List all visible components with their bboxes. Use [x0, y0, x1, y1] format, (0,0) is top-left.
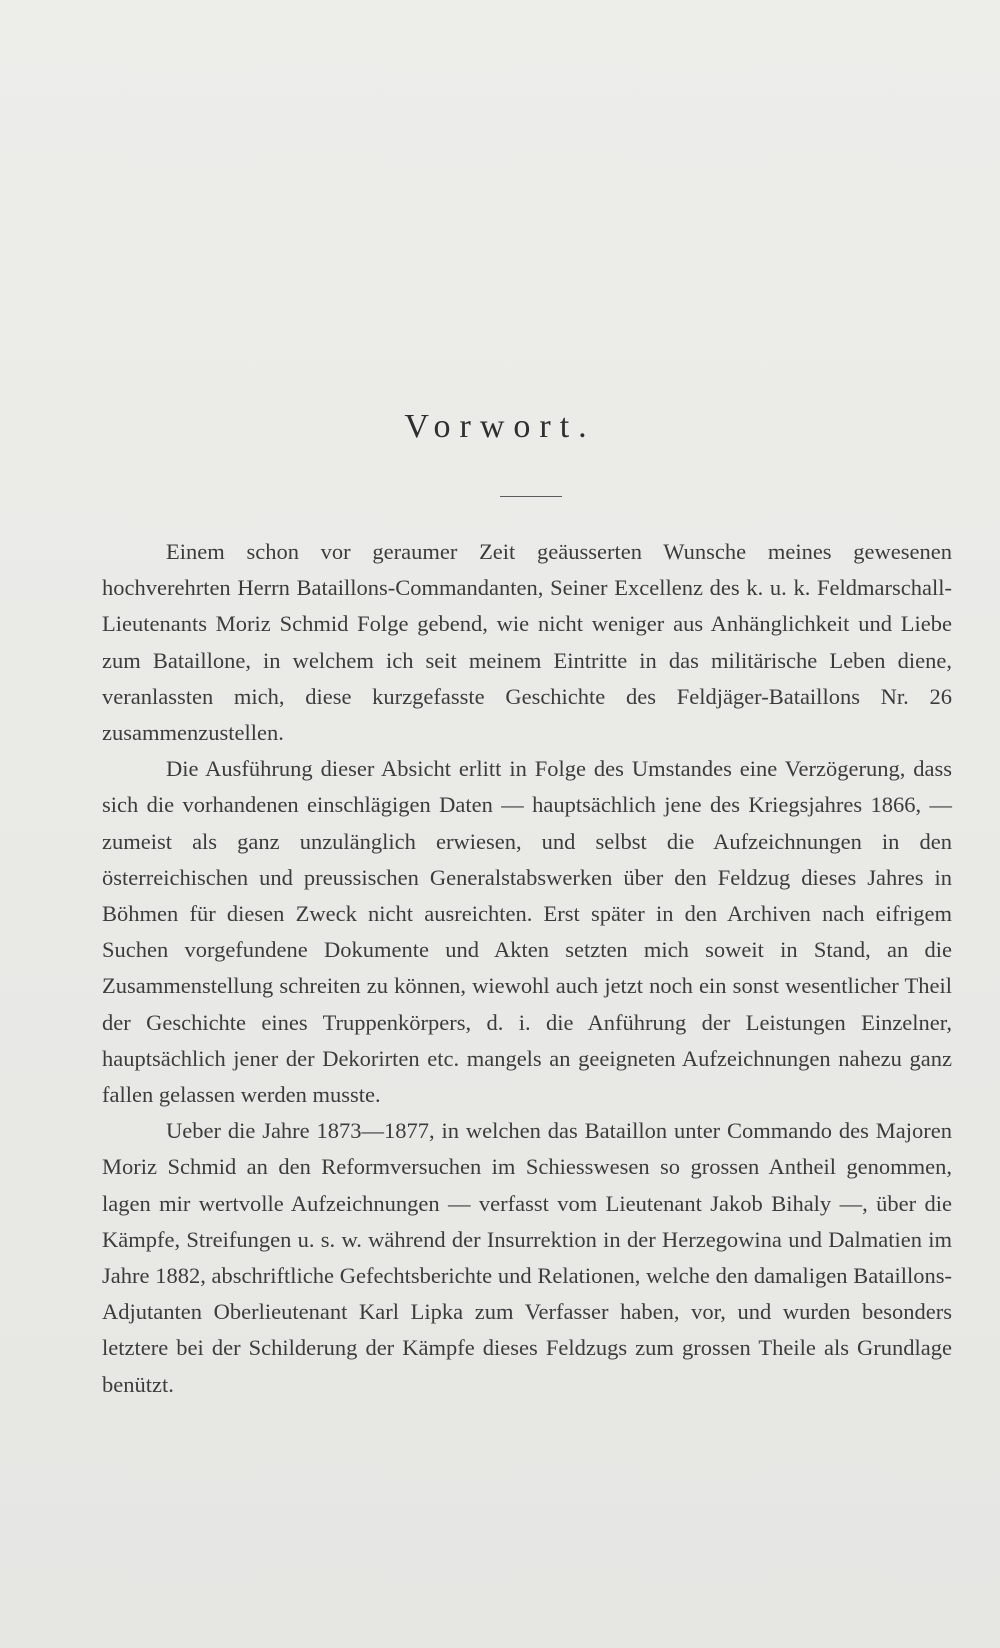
- title-divider: [500, 496, 562, 497]
- body-text: [102, 534, 952, 1403]
- paragraph: Die Ausführung dieser Absicht erlitt in Folge des Umstandes eine Verzögerung, dass sich die vorhandenen einschlägigen Daten — hauptsächlich jene des Kriegsjahres 1866, — zumeist als ganz unzulänglich erwiesen, und selbst die Aufzeichnungen in den österreichischen und preussischen Generalstabswerken über den Feldzug dieses Jahres in Böhmen für diesen Zweck nicht ausreichten. Erst später in den Archiven nach eifrigem Suchen vorgefundene Dokumente und Akten setzten mich soweit in Stand, an die Zusammenstellung schreiten zu können, wiewohl auch jetzt noch ein sonst wesentlicher Theil der Geschichte eines Truppenkörpers, d. i. die Anführung der Leistungen Einzelner, hauptsächlich jener der Dekorirten etc. mangels an geeigneten Aufzeichnungen nahezu ganz fallen gelassen werden musste.: [102, 756, 952, 1108]
- paragraph: Einem schon vor geraumer Zeit geäusserten Wunsche meines gewesenen hochverehrten Herrn Bataillons-Commandanten, Seiner Excellenz des k. u. k. Feldmarschall-Lieutenants Moriz Schmid Folge gebend, wie nicht weniger aus Anhänglichkeit und Liebe zum Bataillone, in welchem ich seit meinem Eintritte in das militärische Leben diene, veranlassten mich, diese kurzgefasste Geschichte des Feldjäger-Bataillons Nr. 26 zusammenzustellen.: [102, 539, 952, 746]
- page-title: Vorwort.: [404, 408, 596, 445]
- paragraph: Ueber die Jahre 1873—1877, in welchen das Bataillon unter Commando des Majoren Moriz Schmid an den Reformversuchen im Schiesswesen so grossen Antheil genommen, lagen mir wertvolle Aufzeichnungen — verfasst vom Lieutenant Jakob Bihaly —, über die Kämpfe, Streifungen u. s. w. während der Insurrektion in der Herzegowina und Dalmatien im Jahre 1882, abschriftliche Gefechtsberichte und Relationen, welche den damaligen Bataillons-Adjutanten Oberlieutenant Karl Lipka zum Verfasser haben, vor, und wurden besonders letztere bei der Schilderung der Kämpfe dieses Feldzugs zum grossen Theile als Grundlage benützt.: [102, 1118, 952, 1397]
